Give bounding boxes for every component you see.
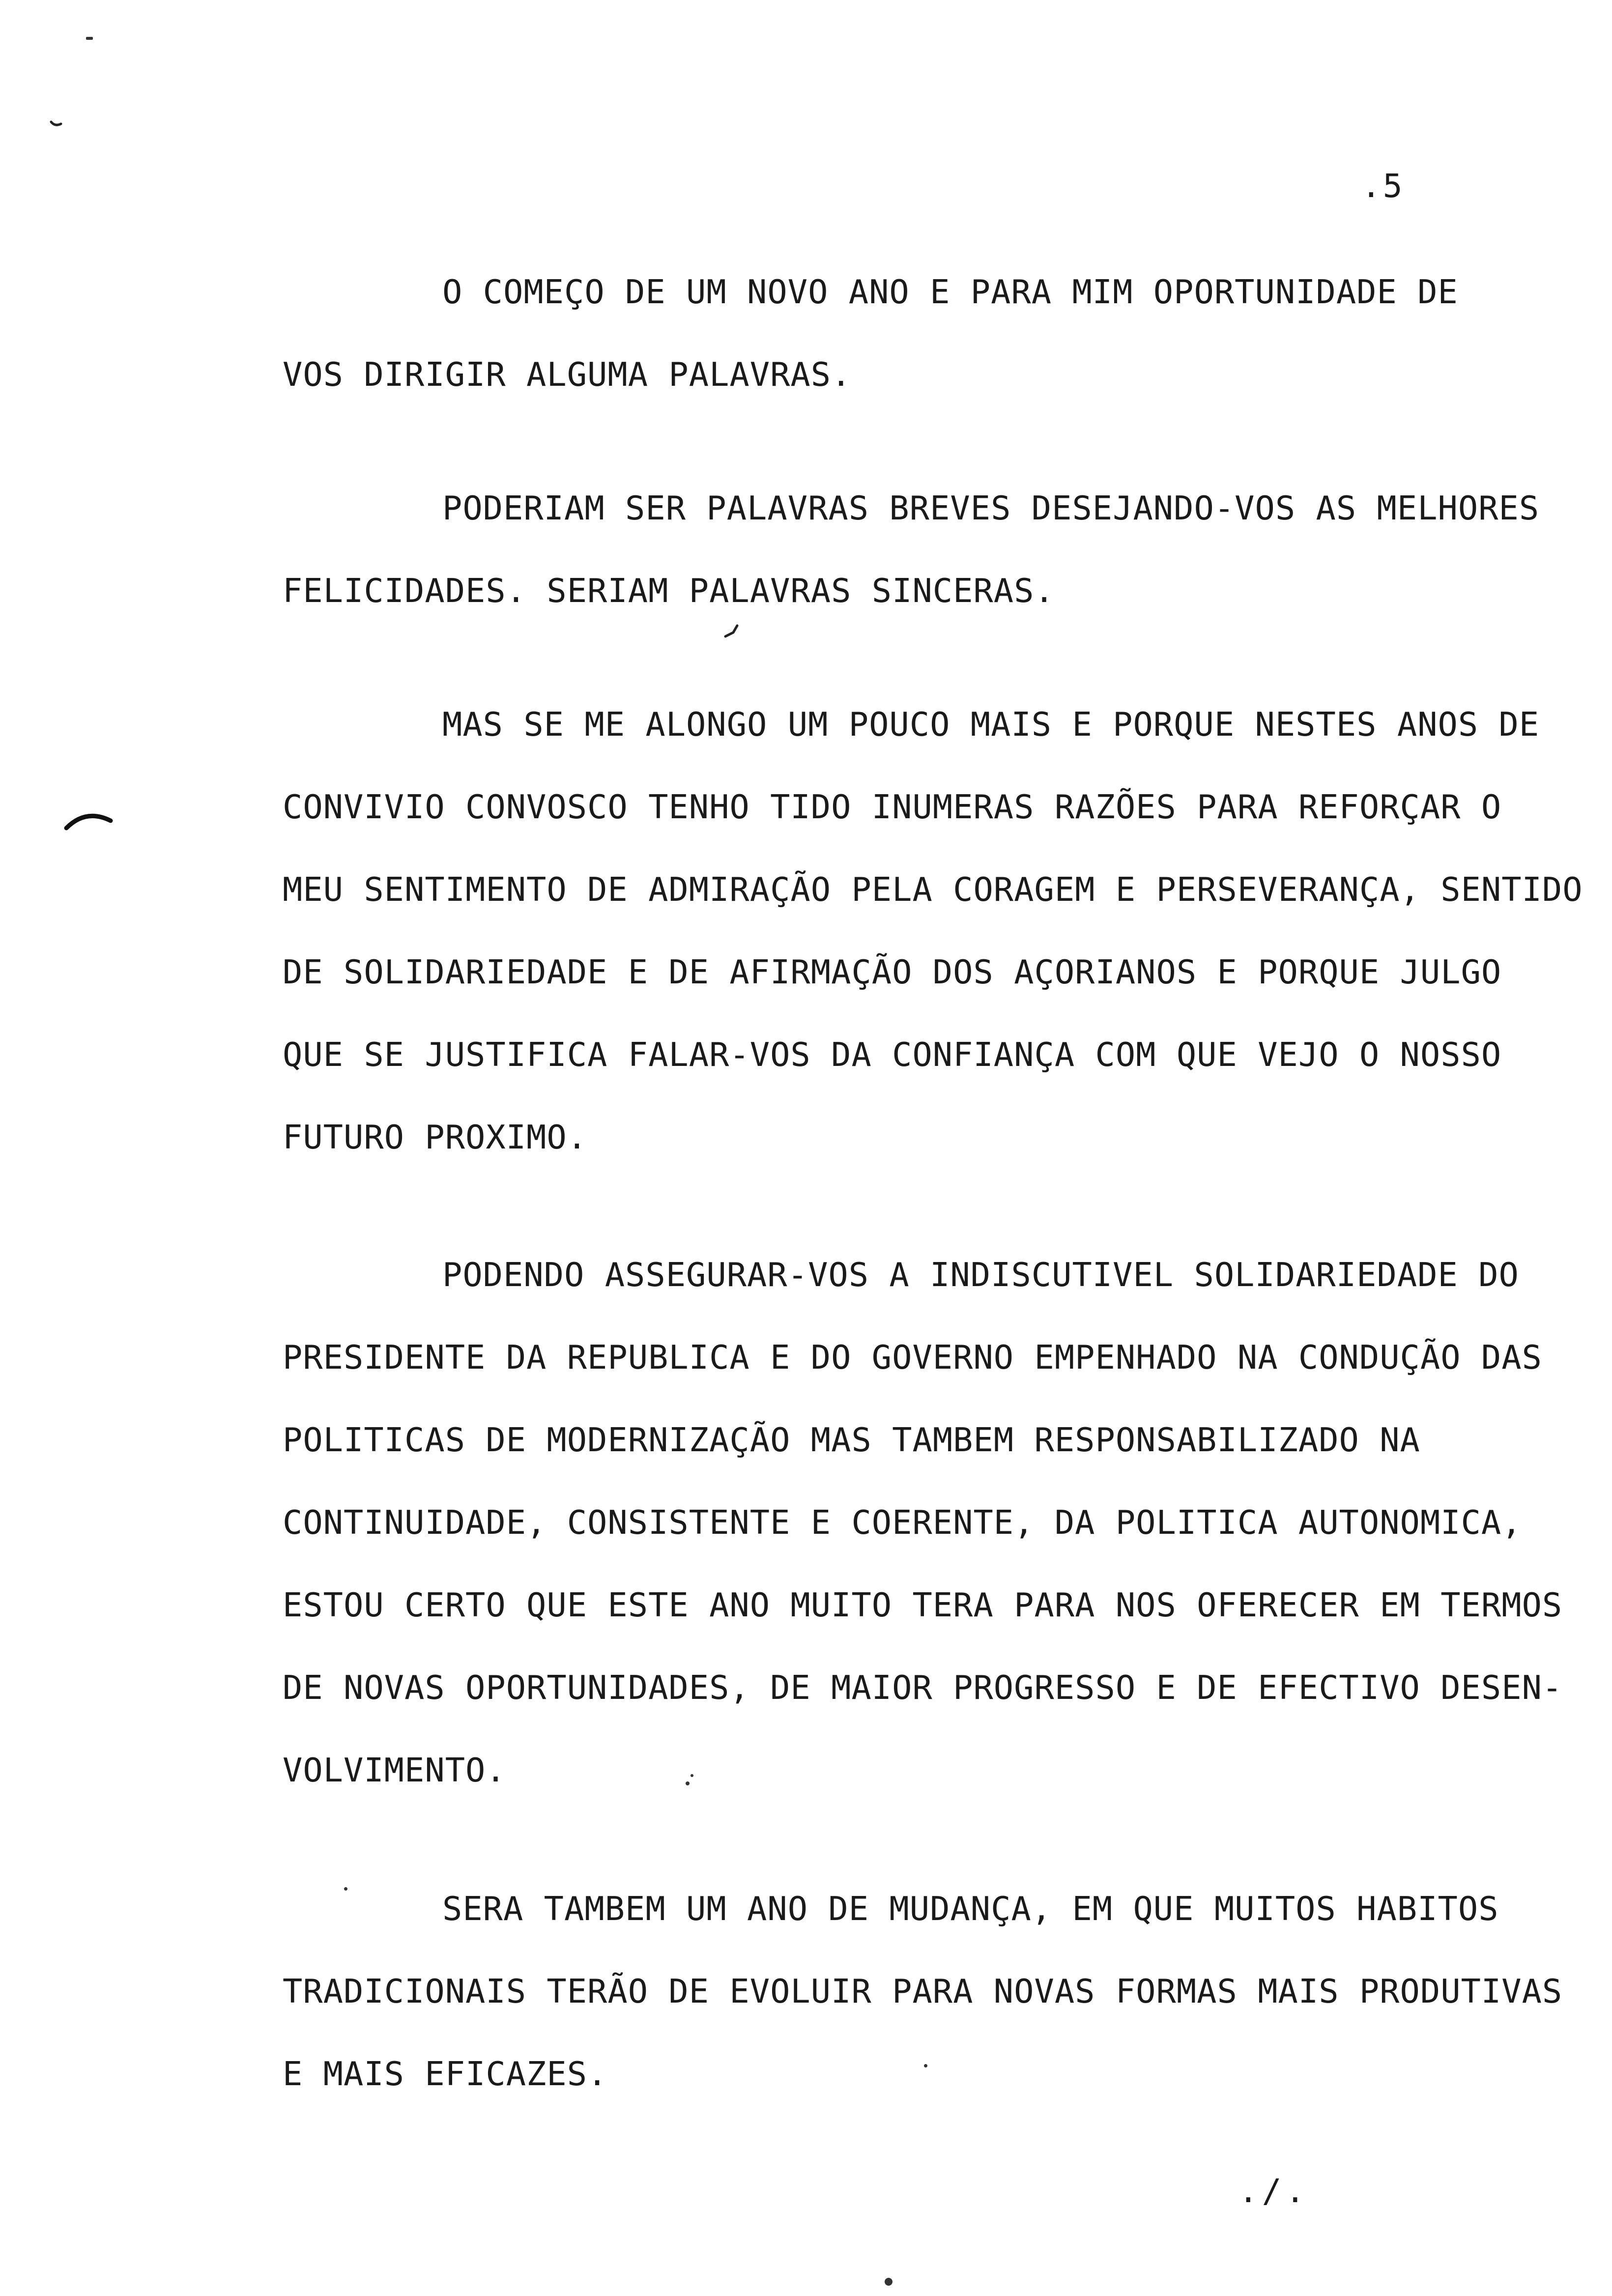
paragraph-line: DE NOVAS OPORTUNIDADES, DE MAIOR PROGRESSO E DE EFECTIVO DESEN-: [283, 1668, 1563, 1707]
scan-artifact-curve: [64, 806, 113, 835]
paragraph-line: QUE SE JUSTIFICA FALAR-VOS DA CONFIANÇA COM QUE VEJO O NOSSO: [283, 1035, 1502, 1074]
paragraph-line: TRADICIONAIS TERÃO DE EVOLUIR PARA NOVAS FORMAS MAIS PRODUTIVAS: [283, 1972, 1563, 2010]
scan-artifact-mark: [722, 622, 742, 641]
paragraph-line: E MAIS EFICAZES.: [283, 2055, 608, 2093]
paragraph-2: [283, 467, 1570, 632]
paragraph-line: CONVIVIO CONVOSCO TENHO TIDO INUMERAS RAZÕES PARA REFORÇAR O: [283, 788, 1502, 826]
paragraph-line: FELICIDADES. SERIAM PALAVRAS SINCERAS.: [283, 572, 1055, 610]
scan-speck: [344, 1887, 347, 1891]
paragraph-line: POLITICAS DE MODERNIZAÇÃO MAS TAMBEM RESPONSABILIZADO NA: [283, 1421, 1420, 1459]
paragraph-line: PODENDO ASSEGURAR-VOS A INDISCUTIVEL SOLIDARIEDADE DO: [442, 1256, 1519, 1294]
paragraph-3: [283, 683, 1583, 1178]
paragraph-line: O COMEÇO DE UM NOVO ANO E PARA MIM OPORTUNIDADE DE: [442, 273, 1458, 311]
paragraph-line: CONTINUIDADE, CONSISTENTE E COERENTE, DA POLITICA AUTONOMICA,: [283, 1503, 1522, 1542]
scan-speck: [86, 37, 93, 40]
paragraph-1: [283, 251, 1570, 416]
scan-speck: [885, 2278, 892, 2286]
continuation-mark: ./.: [1238, 2172, 1309, 2210]
paragraph-line: PODERIAM SER PALAVRAS BREVES DESEJANDO-VOS AS MELHORES: [442, 489, 1540, 527]
paragraph-line: VOLVIMENTO.: [283, 1751, 506, 1789]
paragraph-line: DE SOLIDARIEDADE E DE AFIRMAÇÃO DOS AÇORIANOS E PORQUE JULGO: [283, 953, 1502, 991]
paragraph-line: ESTOU CERTO QUE ESTE ANO MUITO TERA PARA NOS OFERECER EM TERMOS: [283, 1586, 1563, 1624]
page-number: .5: [1361, 167, 1405, 205]
paragraph-line: MAS SE ME ALONGO UM POUCO MAIS E PORQUE NESTES ANOS DE: [442, 705, 1540, 744]
paragraph-line: PRESIDENTE DA REPUBLICA E DO GOVERNO EMPENHADO NA CONDUÇÃO DAS: [283, 1338, 1542, 1377]
scan-speck: [691, 1774, 693, 1777]
scan-speck: [686, 1781, 690, 1785]
paragraph-line: MEU SENTIMENTO DE ADMIRAÇÃO PELA CORAGEM E PERSEVERANÇA, SENTIDO: [283, 870, 1583, 909]
paragraph-line: SERA TAMBEM UM ANO DE MUDANÇA, EM QUE MUITOS HABITOS: [442, 1890, 1499, 1928]
scan-speck: [924, 2064, 927, 2067]
scan-artifact-tick: [49, 118, 64, 133]
paragraph-line: FUTURO PROXIMO.: [283, 1118, 588, 1156]
paragraph-5: [283, 1867, 1570, 2115]
paragraph-4: [283, 1234, 1570, 1811]
paragraph-line: VOS DIRIGIR ALGUMA PALAVRAS.: [283, 355, 852, 394]
